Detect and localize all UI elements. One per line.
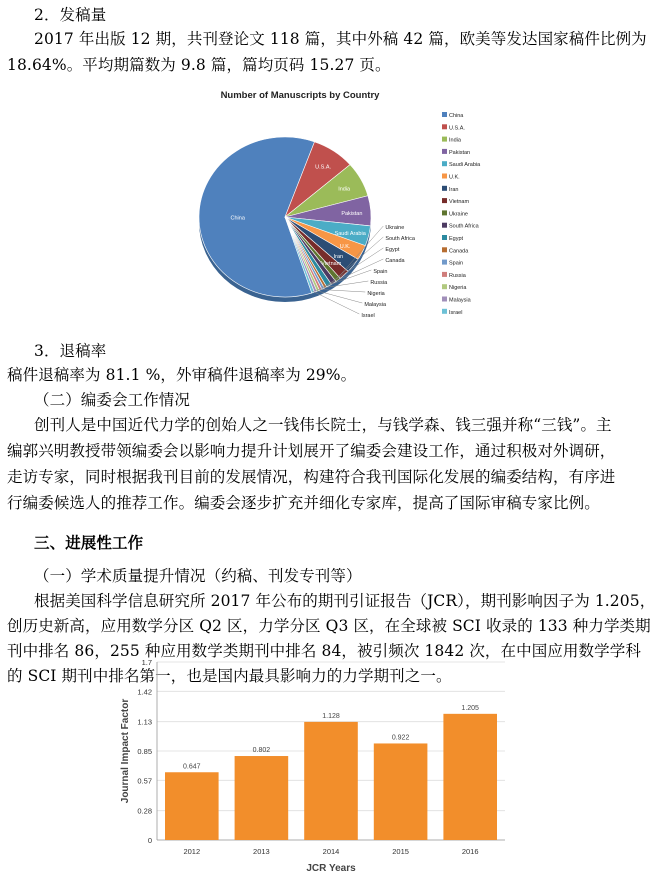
- bar-x-axis-title: JCR Years: [306, 863, 356, 874]
- bar-y-axis-title: Journal Impact Factor: [120, 698, 131, 804]
- pie-legend-swatch-u-k: [442, 174, 447, 179]
- progress-para-line-4: 的 SCI 期刊中排名第一，也是国内最具影响力的力学期刊之一。: [7, 667, 452, 685]
- pie-legend-swatch-russia: [442, 272, 447, 277]
- bar-ytick-label: 1.7: [141, 658, 152, 667]
- bar-2015: [374, 743, 428, 840]
- pie-legend-swatch-canada: [442, 247, 447, 252]
- pie-legend-label-spain: Spain: [449, 260, 464, 267]
- bar-ytick-label: 0.57: [137, 776, 152, 786]
- pie-legend-label-u-k: U.K.: [449, 174, 460, 181]
- pie-legend-swatch-south-africa: [442, 223, 447, 228]
- pie-legend-label-ukraine: Ukraine: [449, 211, 468, 218]
- pie-legend-swatch-spain: [442, 260, 447, 265]
- bar-value-label-2012: 0.647: [183, 763, 201, 771]
- pie-legend-label-vietnam: Vietnam: [449, 199, 470, 206]
- pie-chart: [180, 84, 481, 320]
- bar-value-label-2014: 1.128: [322, 712, 340, 720]
- section-3-heading: 3．退稿率: [34, 342, 107, 360]
- bar-xtick-label-2014: 2014: [322, 847, 340, 856]
- bar-xtick-label-2016: 2016: [461, 847, 479, 856]
- progress-sub-heading: （一）学术质量提升情况（约稿、刊发专刊等）: [34, 567, 362, 585]
- pie-title: Number of Manuscripts by Country: [220, 90, 380, 101]
- pie-legend-swatch-ukraine: [442, 210, 447, 215]
- pie-label-israel: Israel: [361, 313, 375, 319]
- pie-legend-label-russia: Russia: [449, 272, 466, 279]
- pie-legend-swatch-malaysia: [442, 297, 447, 302]
- editorial-para-line-1: 创刊人是中国近代力学的创始人之一钱伟长院士，与钱学森、钱三强并称“三钱”。主: [34, 416, 612, 434]
- bar-chart: [115, 658, 510, 875]
- pie-legend-swatch-china: [442, 112, 447, 117]
- pie-label-nigeria: Nigeria: [367, 291, 385, 297]
- pie-legend-label-canada: Canada: [449, 248, 469, 255]
- pie-label-egypt: Egypt: [385, 247, 400, 253]
- pie-legend-label-india: India: [449, 137, 461, 144]
- pie-legend-swatch-iran: [442, 186, 447, 191]
- section-3-para: 稿件退稿率为 81.1 %，外审稿件退稿率为 29%。: [7, 366, 357, 384]
- pie-label-u-s-a: U.S.A.: [315, 164, 332, 171]
- bar-xtick-label-2013: 2013: [253, 847, 270, 856]
- section-2-para-line-1: 2017 年出版 12 期，共刊登论文 118 篇，其中外稿 42 篇，欧美等发达国家稿件比例为: [34, 30, 647, 48]
- pie-legend-swatch-vietnam: [442, 198, 447, 203]
- pie-legend-label-china: China: [449, 113, 464, 119]
- pie-legend-label-saudi-arabia: Saudi Arabia: [449, 162, 481, 169]
- pie-label-pakistan: Pakistan: [341, 211, 363, 218]
- pie-legend-label-israel: Israel: [449, 309, 463, 316]
- pie-legend-swatch-india: [442, 137, 447, 142]
- progress-para-line-3: 刊中排名 86，255 种应用数学类期刊中排名 84，被引频次 1842 次，在中国应用数学学科: [7, 642, 641, 660]
- pie-leader-malaysia: [315, 290, 362, 303]
- pie-legend-swatch-israel: [442, 309, 447, 314]
- editorial-para-line-2: 编郭兴明教授带领编委会以影响力提升计划展开了编委会建设工作，通过积极对外调研，: [7, 442, 616, 460]
- pie-legend-label-pakistan: Pakistan: [449, 149, 471, 156]
- pie-label-canada: Canada: [385, 258, 405, 264]
- pie-label-saudi-arabia: Saudi Arabia: [334, 230, 366, 237]
- bar-value-label-2013: 0.802: [252, 747, 271, 755]
- pie-legend-label-egypt: Egypt: [449, 236, 464, 242]
- bar-xtick-label-2015: 2015: [392, 847, 409, 856]
- pie-legend-label-u-s-a: U.S.A.: [449, 125, 465, 132]
- pie-label-u-k: U.K.: [339, 243, 351, 250]
- bar-value-label-2016: 1.205: [461, 704, 479, 712]
- pie-label-russia: Russia: [370, 280, 388, 286]
- bar-xtick-label-2012: 2012: [183, 847, 201, 856]
- section-2-para-line-2: 18.64%。平均期篇数为 9.8 篇，篇均页码 15.27 页。: [7, 56, 391, 74]
- bar-ytick-label: 1.13: [137, 717, 152, 727]
- pie-legend-label-iran: Iran: [449, 186, 459, 193]
- pie-leader-israel: [312, 291, 359, 314]
- pie-legend-swatch-egypt: [442, 235, 447, 240]
- pie-label-ukraine: Ukraine: [385, 225, 405, 231]
- bar-ytick-label: 0.28: [137, 806, 152, 816]
- bar-ytick-label: 1.42: [137, 687, 152, 697]
- editorial-para-line-4: 行编委候选人的推荐工作。编委会逐步扩充并细化专家库，提高了国际审稿专家比例。: [7, 494, 600, 512]
- bar-ytick-label: 0.85: [137, 747, 152, 756]
- progress-para-line-2: 创历史新高，应用数学分区 Q2 区，力学分区 Q3 区，在全球被 SCI 收录的 133 种力学类期: [7, 617, 651, 635]
- pie-label-china: China: [230, 215, 245, 222]
- pie-legend-label-nigeria: Nigeria: [449, 285, 467, 292]
- pie-legend-swatch-nigeria: [442, 284, 447, 289]
- pie-legend-swatch-pakistan: [442, 149, 447, 154]
- pie-label-vietnam: Vietnam: [321, 261, 342, 268]
- bar-ytick-label: 0: [147, 836, 152, 845]
- pie-label-malaysia: Malaysia: [364, 302, 387, 308]
- bar-2013: [235, 756, 289, 840]
- section-2-heading: 2．发稿量: [34, 6, 107, 24]
- editorial-para-line-3: 走访专家，同时根据我刊目前的发展情况，构建符合我刊国际化发展的编委结构，有序进: [7, 468, 616, 486]
- pie-legend-label-malaysia: Malaysia: [449, 297, 471, 304]
- pie-label-iran: Iran: [333, 253, 344, 260]
- bar-2014: [304, 722, 358, 840]
- pie-legend-label-south-africa: South Africa: [449, 223, 479, 230]
- pie-legend-swatch-saudi-arabia: [442, 161, 447, 166]
- pie-label-south-africa: South Africa: [385, 236, 415, 242]
- pie-label-india: India: [338, 186, 351, 193]
- bar-value-label-2015: 0.922: [391, 734, 410, 742]
- bar-2016: [443, 714, 497, 840]
- pie-legend-swatch-u-s-a: [442, 124, 447, 129]
- progress-heading: 三、进展性工作: [34, 534, 144, 552]
- progress-para-line-1: 根据美国科学信息研究所 2017 年公布的期刊引证报告（JCR），期刊影响因子为 1.205，: [34, 592, 655, 610]
- bar-2012: [165, 772, 219, 840]
- pie-label-spain: Spain: [373, 269, 388, 275]
- editorial-heading: （二）编委会工作情况: [34, 391, 191, 409]
